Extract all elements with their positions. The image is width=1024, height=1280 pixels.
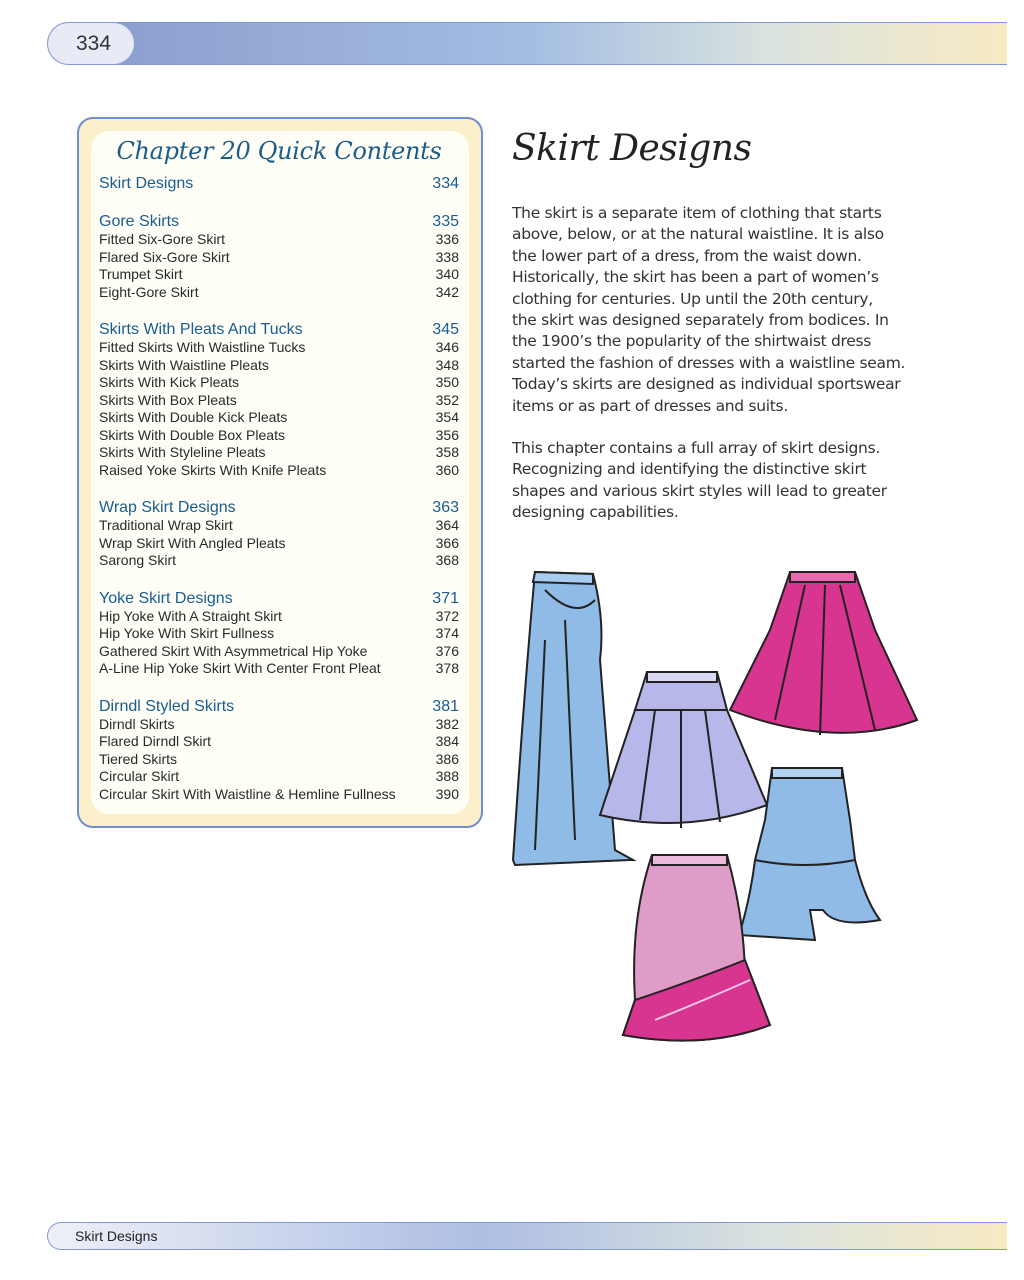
toc-entry-page: 364	[435, 517, 459, 533]
toc-entry-label: Dirndl Styled Skirts	[99, 697, 235, 715]
toc-entry-label: Flared Dirndl Skirt	[99, 733, 212, 749]
text-line: started the fashion of dresses with a waistline seam.	[512, 353, 906, 372]
toc-entry-label: Wrap Skirt With Angled Pleats	[99, 534, 286, 551]
toc-entry-label: Skirts With Kick Pleats	[99, 374, 240, 390]
toc-entry[interactable]	[99, 517, 459, 535]
text-line: the lower part of a dress, from the waist down.	[512, 246, 862, 265]
toc-entry-page: 356	[435, 426, 459, 443]
toc-entry-label: Skirt Designs	[99, 175, 194, 192]
toc-entry-page: 390	[435, 785, 459, 802]
toc-group	[99, 697, 459, 804]
toc-section-heading[interactable]	[99, 174, 459, 193]
toc-entry-label: Gore Skirts	[99, 213, 180, 230]
toc-entry-page: 335	[432, 213, 459, 230]
text-line: Today’s skirts are designed as individual sportswear	[512, 375, 901, 394]
text-line: The skirt is a separate item of clothing that starts	[512, 204, 882, 222]
toc-entry-page: 354	[435, 409, 459, 425]
toc-entry-label: Traditional Wrap Skirt	[99, 517, 233, 533]
text-line: designing capabilities.	[512, 503, 679, 522]
toc-section-heading[interactable]	[99, 212, 459, 231]
toc-entry[interactable]	[99, 231, 459, 249]
toc-entry-page: 345	[432, 321, 459, 338]
toc-entry-page: 371	[432, 589, 459, 607]
toc-entry-label: Skirts With Double Box Pleats	[99, 426, 285, 443]
toc-section-heading[interactable]	[99, 697, 459, 716]
text-line: the 1900’s the popularity of the shirtwaist dress	[512, 332, 872, 351]
toc-entry-label: Dirndl Skirts	[99, 715, 175, 732]
toc-entry-label: Trumpet Skirt	[99, 266, 183, 282]
article-paragraph	[512, 438, 932, 524]
toc-entry-page: 350	[435, 374, 459, 390]
toc-entry[interactable]	[99, 608, 459, 626]
toc-entry-page: 372	[435, 607, 459, 624]
toc-entry[interactable]	[99, 249, 459, 267]
toc-entry-page: 376	[435, 642, 459, 659]
text-line: shapes and various skirt styles will lead to greater	[512, 481, 887, 500]
toc-entry[interactable]	[99, 339, 459, 357]
toc-entry-page: 336	[435, 231, 459, 247]
quick-contents-list	[91, 131, 469, 814]
toc-entry-label: Eight-Gore Skirt	[99, 283, 199, 300]
toc-entry[interactable]	[99, 392, 459, 410]
flared-skirt-drawing	[730, 572, 917, 735]
toc-entry[interactable]	[99, 374, 459, 392]
text-line: the skirt was designed separately from bodices. In	[512, 311, 889, 330]
toc-entry-page: 368	[435, 552, 459, 568]
toc-entry-page: 342	[435, 283, 459, 300]
asymmetric-ruffle-skirt-drawing	[623, 855, 770, 1041]
toc-entry-label: Fitted Skirts With Waistline Tucks	[99, 339, 306, 355]
toc-entry-page: 334	[432, 175, 459, 192]
toc-entry-page: 348	[435, 356, 459, 373]
toc-entry[interactable]	[99, 625, 459, 643]
wrap-skirt-drawing	[513, 572, 633, 865]
toc-entry-page: 382	[435, 715, 459, 732]
toc-group	[99, 498, 459, 570]
toc-entry[interactable]	[99, 786, 459, 804]
toc-entry-page: 352	[435, 391, 459, 408]
toc-entry-page: 338	[435, 248, 459, 265]
toc-entry-label: Gathered Skirt With Asymmetrical Hip Yoke	[99, 642, 368, 659]
toc-entry-label: Wrap Skirt Designs	[99, 499, 236, 516]
toc-entry-label: Yoke Skirt Designs	[99, 589, 233, 607]
toc-entry[interactable]	[99, 462, 459, 480]
article-body	[512, 203, 932, 545]
page-footer-bar	[47, 1222, 1007, 1250]
text-line: items or as part of dresses and suits.	[512, 396, 788, 415]
toc-entry-label: Skirts With Box Pleats	[99, 391, 237, 408]
toc-entry[interactable]	[99, 427, 459, 445]
toc-entry-label: Sarong Skirt	[99, 552, 177, 568]
toc-entry-page: 388	[435, 768, 459, 784]
footer-section-title: Skirt Designs	[75, 1228, 158, 1244]
toc-entry-label: Circular Skirt	[99, 768, 180, 784]
toc-group	[99, 174, 459, 193]
toc-group	[99, 212, 459, 301]
quick-contents-title: Chapter 20 Quick Contents	[116, 137, 442, 165]
toc-entry[interactable]	[99, 357, 459, 375]
toc-entry[interactable]	[99, 409, 459, 427]
toc-entry-page: 363	[432, 499, 459, 516]
toc-group	[99, 589, 459, 678]
text-line: above, below, or at the natural waistline. It is also	[512, 225, 884, 244]
toc-section-heading[interactable]	[99, 589, 459, 608]
toc-entry-label: Skirts With Waistline Pleats	[99, 356, 269, 373]
toc-entry-label: Flared Six-Gore Skirt	[99, 248, 230, 265]
toc-entry[interactable]	[99, 716, 459, 734]
toc-entry-label: Circular Skirt With Waistline & Hemline Fullness	[99, 785, 396, 802]
toc-entry[interactable]	[99, 552, 459, 570]
toc-entry-page: 358	[435, 444, 459, 460]
page-header-bar	[47, 22, 1007, 65]
toc-entry-page: 340	[435, 266, 459, 282]
toc-entry[interactable]	[99, 266, 459, 284]
text-line: Historically, the skirt has been a part of women’s	[512, 268, 879, 287]
toc-group	[99, 320, 459, 479]
article-paragraph	[512, 203, 932, 417]
toc-entry-label: Hip Yoke With A Straight Skirt	[99, 607, 282, 624]
toc-entry-label: Fitted Six-Gore Skirt	[99, 231, 226, 247]
toc-entry-label: Tiered Skirts	[99, 750, 178, 767]
text-line: Recognizing and identifying the distinctive skirt	[512, 460, 867, 479]
toc-entry[interactable]	[99, 284, 459, 302]
toc-entry-page: 381	[432, 697, 459, 715]
toc-entry-page: 384	[435, 733, 459, 749]
toc-entry-label: Raised Yoke Skirts With Knife Pleats	[99, 461, 327, 478]
toc-entry-page: 386	[435, 750, 459, 767]
toc-entry[interactable]	[99, 660, 459, 678]
toc-entry-label: Skirts With Double Kick Pleats	[99, 409, 288, 425]
text-line: This chapter contains a full array of skirt designs.	[512, 439, 880, 458]
toc-entry-label: Hip Yoke With Skirt Fullness	[99, 625, 275, 641]
toc-entry[interactable]	[99, 535, 459, 553]
toc-section-heading[interactable]	[99, 498, 459, 517]
skirt-illustrations	[505, 560, 925, 1060]
quick-contents-box	[77, 117, 483, 828]
toc-entry-page: 374	[435, 625, 459, 641]
toc-entry[interactable]	[99, 768, 459, 786]
toc-entry-page: 378	[435, 660, 459, 676]
article-title: Skirt Designs	[512, 128, 752, 169]
toc-entry-label: Skirts With Styleline Pleats	[99, 444, 266, 460]
toc-entry[interactable]	[99, 733, 459, 751]
toc-entry[interactable]	[99, 444, 459, 462]
toc-entry[interactable]	[99, 751, 459, 769]
text-line: clothing for centuries. Up until the 20th century,	[512, 289, 873, 308]
toc-entry[interactable]	[99, 643, 459, 661]
toc-entry-page: 366	[435, 534, 459, 551]
toc-entry-label: Skirts With Pleats And Tucks	[99, 321, 303, 338]
page-number: 334	[48, 23, 134, 64]
toc-entry-label: A-Line Hip Yoke Skirt With Center Front Pleat	[99, 660, 381, 676]
toc-entry-page: 346	[435, 339, 459, 355]
toc-section-heading[interactable]	[99, 320, 459, 339]
toc-entry-page: 360	[435, 461, 459, 478]
